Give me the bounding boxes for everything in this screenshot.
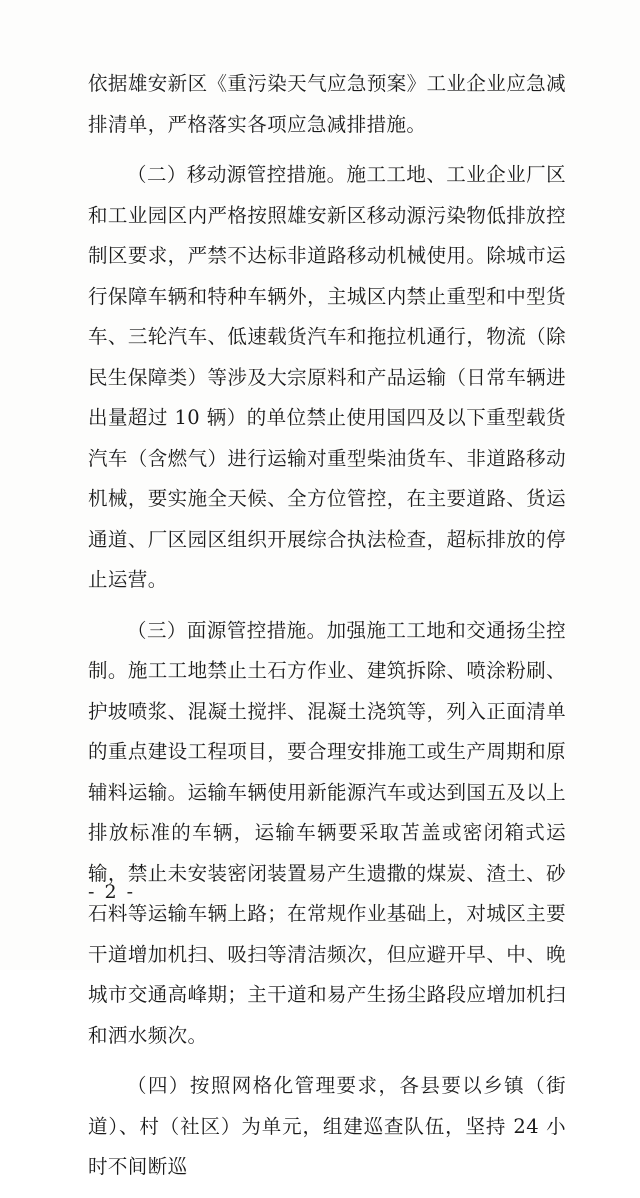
paragraph-area-source-control: （三）面源管控措施。加强施工工地和交通扬尘控制。施工工地禁止土石方作业、建筑拆除、喷涂粉刷、护坡喷浆、混凝土搅拌、混凝土浇筑等，列入正面清单的重点建设工程项目，要合理安排施工或生产周期和原辅料运输。运输车辆使用新能源汽车或达到国五及以上排放标准的车辆，运输车辆要采取苫盖或密闭箱式运输，禁止未安装密闭装置易产生遗撒的煤炭、渣土、砂石料等运输车辆上路；在常规作业基础上，对城区主要干道增加机扫、吸扫等清洁频次，但应避开早、中、晚城市交通高峰期；主干道和易产生扬尘路段应增加机扫和洒水频次。 bbox=[88, 618, 566, 1047]
page-number: - 2 - bbox=[88, 881, 136, 903]
paragraph-continuation: 依据雄安新区《重污染天气应急预案》工业企业应急减排清单，严格落实各项应急减排措施。 bbox=[88, 72, 566, 136]
paragraph-grid-management: （四）按照网格化管理要求，各县要以乡镇（街道）、村（社区）为单元，组建巡查队伍，坚持 24 小时不间断巡 bbox=[88, 1074, 566, 1178]
body-text bbox=[88, 64, 566, 1198]
paragraph-mobile-source-control: （二）移动源管控措施。施工工地、工业企业厂区和工业园区内严格按照雄安新区移动源污染物低排放控制区要求，严禁不达标非道路移动机械使用。除城市运行保障车辆和特种车辆外，主城区内禁止重型和中型货车、三轮汽车、低速载货汽车和拖拉机通行，物流（除民生保障类）等涉及大宗原料和产品运输（日常车辆进出量超过 10 辆）的单位禁止使用国四及以下重型载货汽车（含燃气）进行运输对重型柴油货车、非道路移动机械，要实施全天候、全方位管控，在主要道路、货运通道、厂区园区组织开展综合执法检查，超标排放的停止运营。 bbox=[88, 163, 566, 591]
